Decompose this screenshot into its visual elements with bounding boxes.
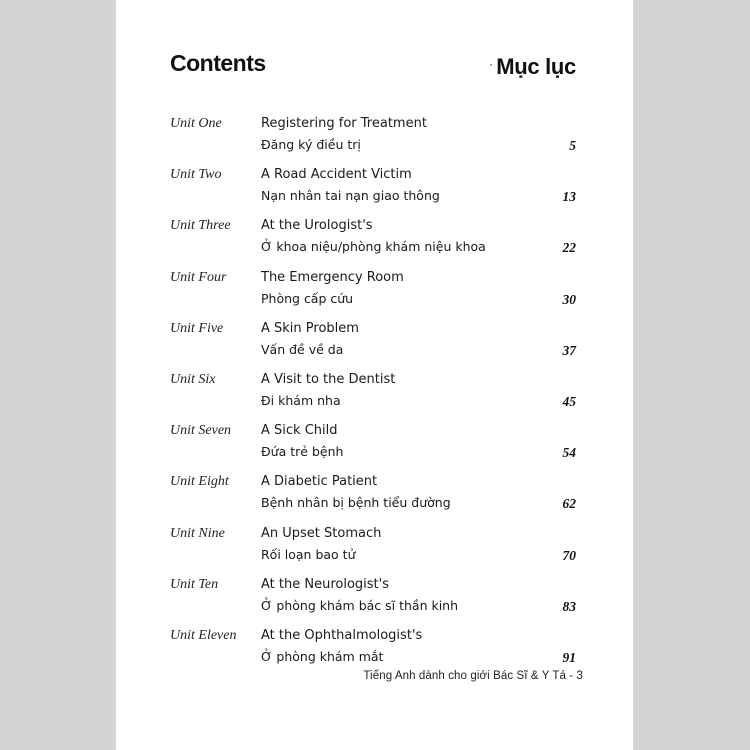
chapter-title-english: An Upset Stomach (261, 525, 382, 541)
chapter-title-english: A Visit to the Dentist (261, 371, 396, 387)
unit-label: Unit Eight (170, 474, 229, 490)
unit-label: Unit Two (170, 167, 222, 183)
page-number: 22 (562, 240, 576, 256)
unit-label: Unit Eleven (170, 627, 237, 643)
toc-entry (116, 268, 633, 319)
chapter-title-vietnamese: Bệnh nhân bị bệnh tiểu đường (261, 495, 451, 511)
unit-label: Unit Ten (170, 576, 219, 592)
chapter-title-english: The Emergency Room (261, 269, 404, 285)
running-footer: Tiếng Anh dành cho giới Bác Sĩ & Y Tá - 3 (363, 670, 583, 682)
page-title-vietnamese: Mục lục (496, 54, 576, 79)
page-number: 83 (562, 598, 576, 614)
toc-entry (116, 319, 633, 370)
toc-entry (116, 421, 633, 472)
chapter-title-vietnamese: Nạn nhân tai nạn giao thông (261, 188, 440, 204)
chapter-title-vietnamese: Vấn đề về da (261, 341, 344, 357)
chapter-title-vietnamese: Đi khám nha (261, 392, 341, 408)
unit-label: Unit Three (170, 218, 231, 234)
chapter-title-vietnamese: Ở phòng khám bác sĩ thần kinh (261, 597, 459, 613)
contents-header (116, 0, 633, 100)
chapter-title-english: A Sick Child (261, 423, 338, 439)
book-page (116, 0, 633, 750)
toc-entry (116, 165, 633, 216)
chapter-title-vietnamese: Rối loạn bao tử (261, 546, 356, 562)
chapter-title-english: At the Urologist's (261, 218, 373, 234)
page-number: 13 (562, 189, 576, 205)
chapter-title-english: A Road Accident Victim (261, 167, 412, 183)
toc-entry (116, 575, 633, 626)
scan-speck (490, 64, 492, 66)
chapter-title-english: Registering for Treatment (261, 116, 427, 131)
unit-label: Unit Six (170, 371, 216, 387)
chapter-title-vietnamese: Phòng cấp cứu (261, 290, 354, 306)
toc-entry (116, 472, 633, 523)
chapter-title-english: At the Neurologist's (261, 576, 389, 592)
chapter-title-english: A Diabetic Patient (261, 474, 378, 490)
page-number: 70 (562, 547, 576, 563)
chapter-title-vietnamese: Đăng ký điều trị (261, 137, 361, 152)
contents-list (116, 114, 633, 677)
page-number: 54 (562, 445, 576, 461)
toc-entry (116, 216, 633, 267)
unit-label: Unit Five (170, 320, 224, 336)
page-number: 37 (562, 342, 576, 358)
unit-label: Unit One (170, 116, 222, 131)
page-number: 62 (562, 496, 576, 512)
unit-label: Unit Four (170, 269, 227, 285)
toc-entry (116, 114, 633, 165)
page-title-english: Contents (170, 50, 266, 76)
chapter-title-vietnamese: Ở phòng khám mắt (261, 648, 384, 664)
page-number: 91 (562, 649, 576, 665)
chapter-title-english: At the Ophthalmologist's (261, 627, 423, 643)
chapter-title-vietnamese: Ở khoa niệu/phòng khám niệu khoa (261, 239, 486, 255)
page-number: 5 (569, 138, 576, 153)
page-number: 45 (562, 393, 576, 409)
toc-entry (116, 524, 633, 575)
chapter-title-vietnamese: Đứa trẻ bệnh (261, 444, 344, 460)
toc-entry (116, 370, 633, 421)
unit-label: Unit Seven (170, 423, 232, 439)
unit-label: Unit Nine (170, 525, 225, 541)
page-number: 30 (562, 291, 576, 307)
chapter-title-english: A Skin Problem (261, 320, 359, 336)
